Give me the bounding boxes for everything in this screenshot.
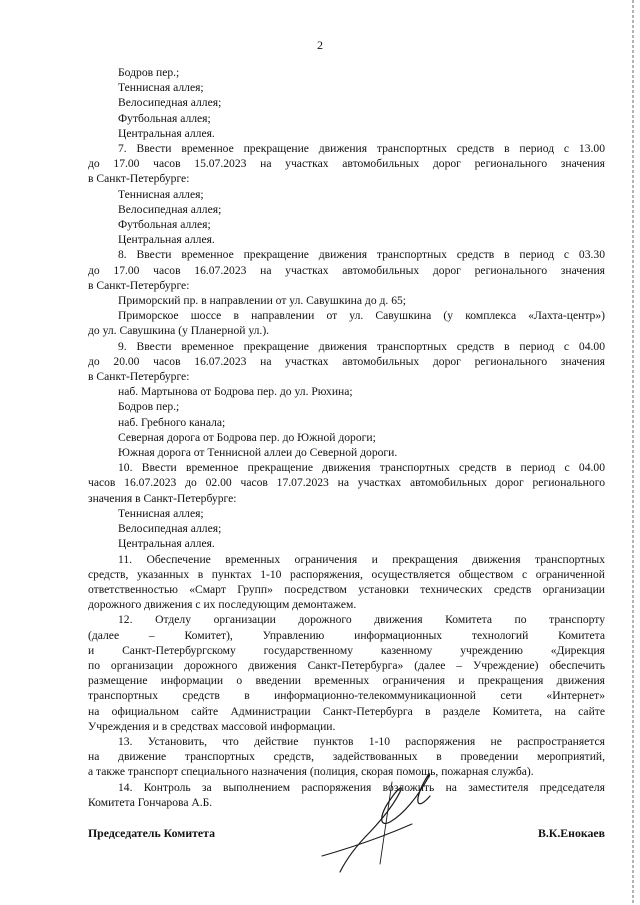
text-line: до 20.00 часов 16.07.2023 на участках автомобильных дорог регионального значения (88, 354, 605, 368)
signatory-position: Председатель Комитета (88, 826, 215, 840)
text-line: ответственностью «Смарт Групп» посредством установки технических средств организации (88, 582, 605, 596)
text-line: Южная дорога от Теннисной аллеи до Северной дороги. (118, 446, 398, 460)
text-line: Теннисная аллея; (118, 81, 204, 95)
text-line: часов 16.07.2023 до 02.00 часов 17.07.2023 на участках автомобильных дорог регионального (88, 476, 605, 490)
scan-edge (632, 0, 634, 905)
text-line: наб. Гребного канала; (118, 415, 226, 429)
text-line: Центральная аллея. (118, 537, 215, 551)
text-line: 7. Ввести временное прекращение движения транспортных средств в период с 13.00 (118, 142, 605, 156)
text-line: на движение транспортных средств, задействованных в проведении мероприятий, (88, 750, 605, 764)
text-line: дорожного движения с их последующим демонтажем. (88, 598, 357, 612)
text-line: наб. Мартынова от Бодрова пер. до ул. Рюхина; (118, 385, 353, 399)
text-line: 12. Отделу организации дорожного движения Комитета по транспорту (118, 613, 605, 627)
text-line: в Санкт-Петербурге: (88, 278, 190, 292)
text-line: Центральная аллея. (118, 233, 215, 247)
text-line: 10. Ввести временное прекращение движения транспортных средств в период с 04.00 (118, 461, 605, 475)
text-line: Учреждения и в средствах массовой информации. (88, 719, 336, 733)
text-line: 8. Ввести временное прекращение движения транспортных средств в период с 03.30 (118, 248, 605, 262)
text-line: Велосипедная аллея; (118, 96, 222, 110)
text-line: размещение информации о введении временных ограничения и прекращения движения (88, 674, 605, 688)
text-line: Футбольная аллея; (118, 218, 211, 232)
text-line: Теннисная аллея; (118, 187, 204, 201)
text-line: и Санкт-Петербургскому государственному казенному учреждению «Дирекция (88, 643, 605, 657)
text-line: в Санкт-Петербурге: (88, 172, 190, 186)
text-line: в Санкт-Петербурге: (88, 370, 190, 384)
text-line: Теннисная аллея; (118, 506, 204, 520)
text-line: Комитета Гончарова А.Б. (88, 795, 213, 809)
document-body (88, 65, 605, 810)
text-line: Приморское шоссе в направлении от ул. Савушкина (у комплекса «Лахта-центр») (118, 309, 605, 323)
signatory-name: В.К.Енокаев (537, 826, 605, 840)
text-line: Бодров пер.; (118, 400, 180, 414)
text-line: Бодров пер.; (118, 66, 180, 79)
text-line: 11. Обеспечение временных ограничения и прекращения движения транспортных (118, 552, 605, 566)
text-line: а также транспорт специального назначения (полиция, скорая помощь, пожарная служба). (88, 765, 534, 779)
text-line: транспортных средств в информационно-телекоммуникационной сети «Интернет» (88, 689, 605, 703)
text-line: 13. Установить, что действие пунктов 1-10 распоряжения не распространяется (118, 734, 605, 748)
text-line: на официальном сайте Администрации Санкт-Петербурга в разделе Комитета, на сайте (88, 704, 605, 718)
text-line: по организации дорожного движения Санкт-Петербурга» (далее – Учреждение) обеспечить (88, 658, 605, 672)
text-line: Футбольная аллея; (118, 111, 211, 125)
text-line: до ул. Савушкина (у Планерной ул.). (88, 324, 270, 338)
text-line: Центральная аллея. (118, 126, 215, 140)
text-line: Велосипедная аллея; (118, 522, 222, 536)
text-line: Северная дорога от Бодрова пер. до Южной дороги; (118, 430, 376, 444)
text-line: значения в Санкт-Петербурге: (88, 491, 237, 505)
text-line: 9. Ввести временное прекращение движения транспортных средств в период с 04.00 (118, 339, 605, 353)
text-line: (далее – Комитет), Управлению информационных технологий Комитета (88, 628, 605, 642)
text-line: средств, указанных в пунктах 1-10 распоряжения, осуществляется обществом с ограниченной (88, 567, 605, 581)
text-line: 14. Контроль за выполнением распоряжения возложить на заместителя председателя (118, 780, 605, 794)
handwritten-signature (300, 752, 450, 882)
text-line: Велосипедная аллея; (118, 202, 222, 216)
page-number: 2 (317, 38, 323, 52)
text-line: до 17.00 часов 16.07.2023 на участках автомобильных дорог регионального значения (88, 263, 605, 277)
text-line: до 17.00 часов 15.07.2023 на участках автомобильных дорог регионального значения (88, 157, 605, 171)
text-line: Приморский пр. в направлении от ул. Савушкина до д. 65; (118, 294, 407, 308)
